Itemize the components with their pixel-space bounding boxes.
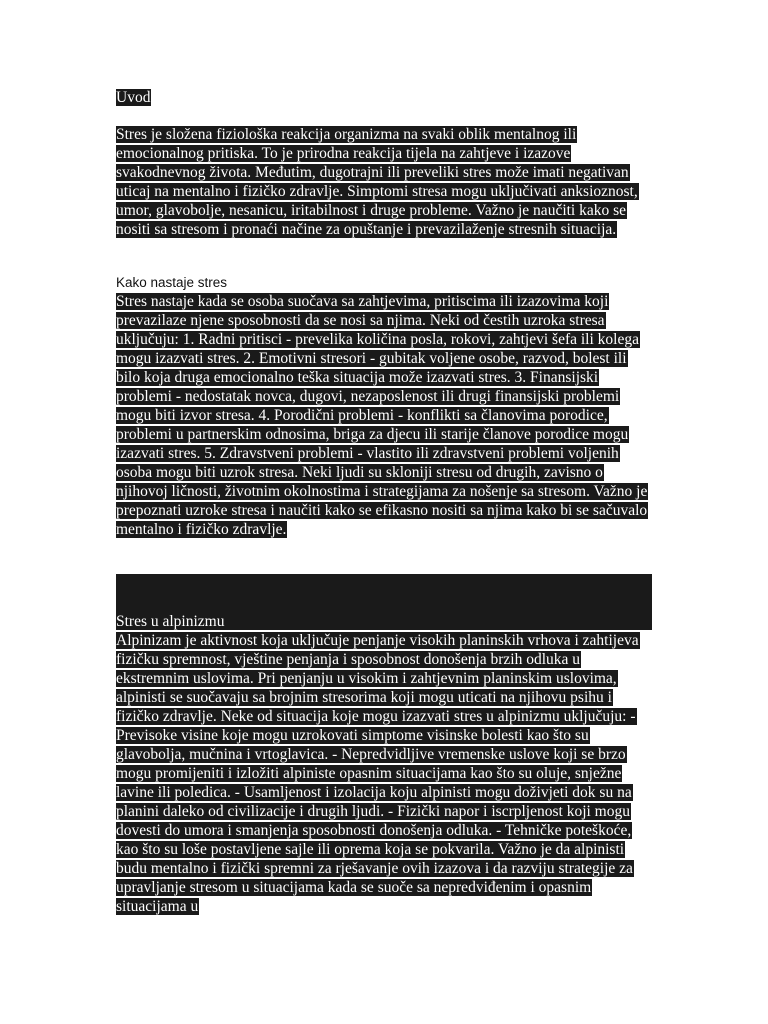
paragraph-uvod: Stres je složena fiziološka reakcija organizma na svaki oblik mentalnog ili emocionalnog pritiska. To je prirodna reakcija tijela na zahtjeve i izazove svakodnevnog života. Međutim, dugotrajni ili preveliki stres može imati negativan uticaj na mentalno i fizičko zdravlje. Simptomi stresa mogu uključivati anksioznost, umor, glavobolje, nesanicu, iritabilnost i druge probleme. Važno je naučiti kako se nositi sa stresom i pronaći načine za opuštanje i prevazilaženje stresnih situacija. (116, 126, 638, 238)
section-heading-kako-nastaje-stres: Kako nastaje stres (116, 275, 228, 290)
section-heading-uvod: Uvod (116, 89, 151, 106)
spacer (116, 239, 654, 273)
spacer (116, 107, 654, 125)
section-heading-stres-u-alpinizmu: Stres u alpinizmu (116, 613, 225, 630)
paragraph-stres-u-alpinizmu: Alpinizam je aktivnost koja uključuje penjanje visokih planinskih vrhova i zahtijeva fizičku spremnost, vještine penjanja i sposobnost donošenja brzih odluka u ekstremnim uslovima. Pri penjanju u visokim i zahtjevnim planinskim uslovima, alpinisti se suočavaju sa brojnim stresorima koji mogu uticati na njihovu psihu i fizičko zdravlje. Neke od situacija koje mogu izazvati stres u alpinizmu uključuju: - Previsoke visine koje mogu uzrokovati simptome visinske bolesti kao što su glavobolja, mučnina i vrtoglavica. - Nepredvidljive vremenske uslove koji se brzo mogu promijeniti i izložiti alpiniste opasnim situacijama kao što su oluje, snježne lavine ili poledica. - Usamljenost i izolacija koju alpinisti mogu doživjeti dok su na planini daleko od civilizacije i drugih ljudi. - Fizički napor i iscrpljenost koji mogu dovesti do umora i smanjenja sposobnosti donošenja odluka. - Tehničke poteškoće, kao što su loše postavljene sajle ili oprema koja se pokvarila. Važno je da alpinisti budu mentalno i fizički spremni za rješavanje ovih izazova i da razviju strategije za upravljanje stresom u situacijama kada se suoče sa nepredviđenim i opasnim situacijama u (116, 632, 639, 915)
section-stres-u-alpinizmu (116, 612, 654, 916)
document-page (116, 88, 654, 539)
paragraph-kako-nastaje-stres: Stres nastaje kada se osoba suočava sa zahtjevima, pritiscima ili izazovima koji prevazilaze njene sposobnosti da se nosi sa njima. Neki od čestih uzroka stresa uključuju: 1. Radni pritisci - prevelika količina posla, rokovi, zahtjevi šefa ili kolega mogu izazvati stres. 2. Emotivni stresori - gubitak voljene osobe, razvod, bolest ili bilo koja druga emocionalno teška situacija može izazvati stres. 3. Finansijski problemi - nedostatak novca, dugovi, nezaposlenost ili drugi finansijski problemi mogu biti izvor stresa. 4. Porodični problemi - konflikti sa članovima porodice, problemi u partnerskim odnosima, briga za djecu ili starije članove porodice mogu izazvati stres. 5. Zdravstveni problemi - vlastito ili zdravstveni problemi voljenih osoba mogu biti uzrok stresa. Neki ljudi su skloniji stresu od drugih, zavisno o njihovoj ličnosti, životnim okolnostima i strategijama za nošenje sa stresom. Važno je prepoznati uzroke stresa i naučiti kako se efikasno nositi sa njima kako bi se sačuvalo mentalno i fizičko zdravlje. (116, 293, 648, 538)
